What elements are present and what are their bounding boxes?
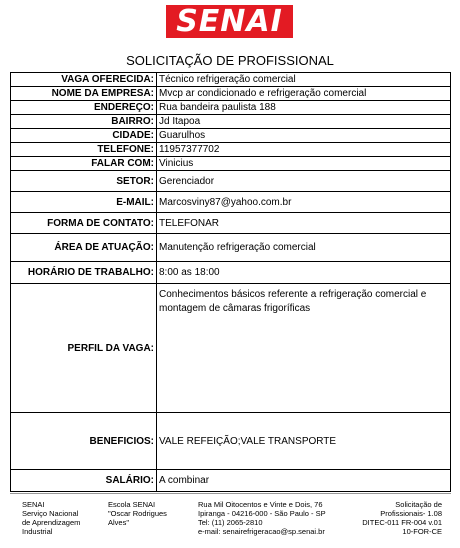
footer-line: Rua Mil Oitocentos e Vinte e Dois, 76: [198, 500, 323, 509]
field-label: BENEFICIOS:: [11, 413, 157, 470]
form-row: [11, 192, 451, 213]
field-value: Guarulhos: [157, 129, 451, 143]
footer-line: "Oscar Rodrigues: [108, 509, 167, 518]
field-value: 11957377702: [157, 143, 451, 157]
form-row: [11, 87, 451, 101]
form-row: [11, 470, 451, 492]
form-row: [11, 262, 451, 284]
footer-line: DITEC-011 FR-004 v.01: [362, 518, 442, 527]
footer-line: de Aprendizagem: [22, 518, 81, 527]
form-row: [11, 115, 451, 129]
field-label: NOME DA EMPRESA:: [11, 87, 157, 101]
footer-line: Alves": [108, 518, 130, 527]
field-label: FALAR COM:: [11, 157, 157, 171]
footer-senai-info: [22, 500, 80, 536]
field-label: ENDEREÇO:: [11, 101, 157, 115]
footer-line: Ipiranga - 04216-000 - São Paulo - SP: [198, 509, 326, 518]
footer-address: [198, 500, 326, 536]
footer-line: Industrial: [22, 527, 53, 536]
footer-line: Solicitação de: [395, 500, 442, 509]
field-label: CIDADE:: [11, 129, 157, 143]
field-value: Manutenção refrigeração comercial: [157, 234, 451, 262]
footer-school-info: [108, 500, 167, 527]
footer-line: Tel: (11) 2065-2810: [198, 518, 263, 527]
senai-logo: [166, 5, 293, 38]
footer-line: Serviço Nacional: [22, 509, 79, 518]
field-label: ÁREA DE ATUAÇÃO:: [11, 234, 157, 262]
field-label: PERFIL DA VAGA:: [11, 284, 157, 413]
field-value: Marcosviny87@yahoo.com.br: [157, 192, 451, 213]
form-title: SOLICITAÇÃO DE PROFISSIONAL: [126, 53, 334, 68]
field-value: 8:00 as 18:00: [157, 262, 451, 284]
field-value: TELEFONAR: [157, 213, 451, 234]
field-value: Rua bandeira paulista 188: [157, 101, 451, 115]
footer-line: Escola SENAI: [108, 500, 156, 509]
form-row: [11, 73, 451, 87]
logo-text: SENAI: [176, 4, 283, 39]
form-row: [11, 101, 451, 115]
field-value: Jd Itapoa: [157, 115, 451, 129]
field-label: SALÁRIO:: [11, 470, 157, 492]
form-row: [11, 234, 451, 262]
field-label: SETOR:: [11, 171, 157, 192]
form-row: [11, 143, 451, 157]
form-row: [11, 213, 451, 234]
form-row: [11, 157, 451, 171]
footer-divider: [10, 493, 451, 494]
field-label: TELEFONE:: [11, 143, 157, 157]
form-row: [11, 284, 451, 413]
footer-line: 10-FOR-CE: [402, 527, 442, 536]
form-row: [11, 129, 451, 143]
footer-line: e-mail: senairefrigeracao@sp.senai.br: [198, 527, 325, 536]
field-value: Vinicius: [157, 157, 451, 171]
request-form-table: [10, 72, 451, 492]
form-row: [11, 413, 451, 470]
footer-line: SENAI: [22, 500, 45, 509]
field-value: Técnico refrigeração comercial: [157, 73, 451, 87]
field-value: VALE REFEIÇÃO;VALE TRANSPORTE: [157, 413, 451, 470]
field-label: BAIRRO:: [11, 115, 157, 129]
field-value: Gerenciador: [157, 171, 451, 192]
field-value: A combinar: [157, 470, 451, 492]
field-label: HORÁRIO DE TRABALHO:: [11, 262, 157, 284]
footer-document-code: [362, 500, 442, 536]
field-label: VAGA OFERECIDA:: [11, 73, 157, 87]
field-label: E-MAIL:: [11, 192, 157, 213]
footer-line: Profissionais- 1.08: [380, 509, 442, 518]
field-label: FORMA DE CONTATO:: [11, 213, 157, 234]
form-row: [11, 171, 451, 192]
field-value: Conhecimentos básicos referente a refrigeração comercial e montagem de câmaras frigoríficas: [157, 284, 451, 413]
field-value: Mvcp ar condicionado e refrigeração comercial: [157, 87, 451, 101]
